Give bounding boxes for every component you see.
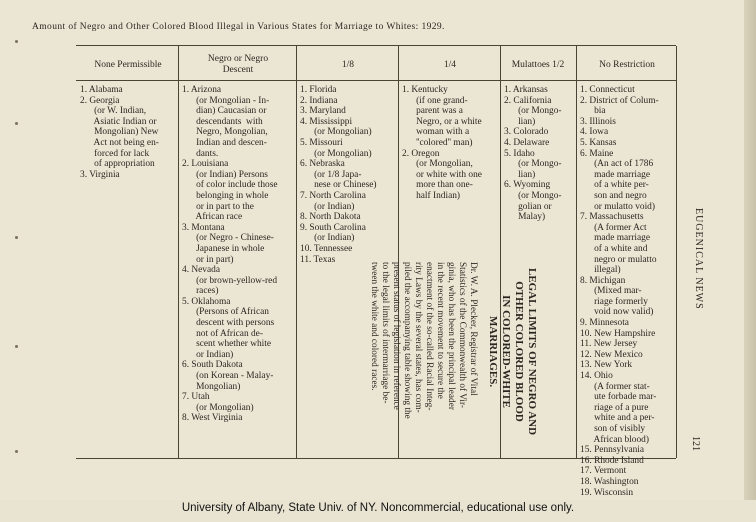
state-entry: riage formerly [580,296,648,307]
state-entry: Asiatic Indian or [80,116,157,127]
state-entry: 1. Connecticut [580,85,635,95]
state-entry: 5. Idaho [504,148,535,159]
state-entry: 7. Utah [182,392,210,403]
state-entry: Negro, Mongolian, [182,127,268,138]
column-divider [576,46,577,458]
state-entry: 3. Virginia [80,169,120,180]
state-entry: (or Mongolian) [300,148,372,159]
article-title-line: MARRIAGES. [487,315,499,388]
state-entry: Act not being en- [80,137,159,148]
column-list [402,85,482,202]
top-rule [76,45,676,46]
state-entry: descendants with [182,116,263,127]
state-entry: 8. West Virginia [182,413,243,424]
state-entry: (on Korean - Malay- [182,371,274,382]
column-divider [296,46,297,458]
article-body-line: piled the accompanying table showing the [402,262,412,419]
state-entry: (A former stat- [580,381,650,392]
article-body-block [332,262,514,419]
state-entry: Negro, or a white [402,116,482,127]
article-body-line: to the legal limits of intermarriage be- [380,262,390,404]
state-entry: not of African de- [182,328,263,339]
state-entry: 2. Oregon [402,148,440,159]
state-entry: 9. South Carolina [300,222,366,233]
state-entry: (or brown-yellow-red [182,275,278,286]
state-entry: made marriage [580,169,651,180]
page-number: 121 [690,436,701,451]
state-entry: dants. [182,148,219,159]
state-entry: 2. District of Colum- [580,95,659,106]
state-entry: 5. Kansas [580,137,617,148]
state-entry: more than one- [402,180,473,191]
state-entry: 10. New Hampshire [580,328,656,339]
header-rule [76,80,676,81]
state-entry: 2. California [504,95,552,106]
state-entry: lian) [504,116,536,127]
journal-name: EUGENICAL NEWS [693,208,704,310]
state-entry: (Mixed mar- [580,286,642,297]
state-entry: negro or mulatto [580,254,657,265]
article-body [368,262,478,419]
article-body-line: present status of legislation in reference [391,262,401,410]
state-entry: belonging in whole [182,190,269,201]
state-entry: (or Indian) Persons [182,169,268,180]
column-divider [178,46,179,458]
state-entry: (or Indian) [300,201,355,212]
article-body-line: rity Laws by the several states, has com- [413,262,423,413]
column-header: Mulattoes 1/2 [511,60,565,70]
column-header: No Restriction [599,60,655,70]
state-entry: (A former Act [580,222,647,233]
column-header: 1/4 [443,60,457,70]
article-body-line: Statistics of the Commonwealth of Vir- [457,262,467,409]
column-list [580,85,659,498]
state-entry: 6. Wyoming [504,180,551,191]
state-entry: 14. Ohio [580,371,613,382]
state-entry: (An act of 1786 [580,159,654,170]
state-entry: or in part to the [182,201,254,212]
state-entry: (or Mongolian) [300,127,372,138]
state-entry: 7. Massachusetts [580,212,644,223]
state-entry: 19. Wisconsin [580,487,634,498]
state-entry: or Indian) [182,349,234,360]
state-entry: (or 1/8 Japa- [300,169,362,180]
state-entry: Japanese in whole [182,243,265,254]
state-entry: (or Mongolian, [402,159,473,170]
state-entry: 5. Missouri [300,137,343,148]
article-title-line: OTHER COLORED BLOOD [513,281,525,422]
column-list [300,85,377,265]
state-entry: of color include those [182,180,278,191]
state-entry: or in part) [182,254,234,265]
state-entry: or white with one [402,169,482,180]
state-entry: (or Negro - Chinese- [182,233,274,244]
state-entry: (or Mongolian) [182,402,254,413]
state-entry: descent with persons [182,318,275,329]
state-entry: 6. South Dakota [182,360,243,371]
column-header: Negro or Negro Descent [207,54,269,75]
state-entry: of a white and [580,243,648,254]
state-entry: made marriage [580,233,651,244]
state-entry: 16. Rhode Island [580,455,644,466]
state-entry: woman with a [402,127,470,138]
state-entry: African blood) [580,434,649,445]
article-body-line: ginia, who has been the principal leader [446,262,456,410]
state-entry: 1. Kentucky [402,85,448,95]
article-title-line: IN COLORED-WHITE [500,295,512,408]
column-header: 1/8 [341,60,355,70]
state-entry: illegal) [580,265,621,276]
state-entry: (Persons of African [182,307,269,318]
state-entry: 1. Alabama [80,85,123,95]
state-entry: 2. Indiana [300,95,338,106]
state-entry: (or Mongo- [504,106,562,117]
copyright-footer: University of Albany, State Univ. of NY. Noncommercial, educational use only. [181,502,575,514]
state-entry: 12. New Mexico [580,349,643,360]
state-entry: 6. Nebraska [300,159,345,170]
column-list [504,85,562,223]
state-entry: 2. Louisiana [182,159,229,170]
state-entry: 18. Washington [580,476,639,487]
article-body-line: Dr. W. A. Plecker, Registrar of Vital [468,262,478,396]
state-entry: 8. North Dakota [300,212,361,223]
page-edge [744,0,756,500]
state-entry: of appropriation [80,159,155,170]
state-entry: 6. Maine [580,148,614,159]
state-entry: 11. New Jersey [580,339,638,350]
state-entry: 1. Arkansas [504,85,548,95]
state-entry: lian) [504,169,536,180]
state-entry: ute forbade mar- [580,392,657,403]
state-entry: 3. Colorado [504,127,549,138]
state-entry: scent whether white [182,339,272,350]
state-entry: 10. Tennessee [300,243,353,254]
state-entry: 5. Oklahoma [182,296,231,307]
state-entry: Mongolian) New [80,127,159,138]
state-entry: 1. Florida [300,85,337,95]
state-entry: races) [182,286,219,297]
state-entry: white and a per- [580,413,655,424]
state-entry: (if one grand- [402,95,468,106]
state-entry: son and negro [580,190,647,201]
column-header: None Permissible [94,60,162,70]
state-entry: 3. Montana [182,222,225,233]
state-entry: 2. Georgia [80,95,120,106]
state-entry: bia [580,106,606,117]
state-entry: 4. Iowa [580,127,609,138]
state-entry: nese or Chinese) [300,180,377,191]
state-entry: Indian and descen- [182,137,267,148]
state-entry: 15. Pennsylvania [580,445,645,456]
state-entry: 3. Illinois [580,116,616,127]
state-entry: (or Mongo- [504,190,562,201]
state-entry: forced for lack [80,148,150,159]
state-entry: 9. Minnesota [580,318,629,329]
state-entry: 4. Mississippi [300,116,353,127]
article-body-line: enactment of the so-called Racial Integ- [424,262,434,411]
state-entry: (or Mongolian - In- [182,95,270,106]
state-entry: 3. Maryland [300,106,346,117]
article-body-line: tween the white and colored races. [369,262,379,391]
state-entry: 7. North Carolina [300,190,366,201]
state-entry: parent was a [402,106,463,117]
state-entry: 8. Michigan [580,275,626,286]
table-title: Amount of Negro and Other Colored Blood Illegal in Various States for Marriage to Whites: 1929. [32,22,445,32]
state-entry: 11. Texas [300,254,336,265]
state-entry: son of visibly [580,424,646,434]
column-list [80,85,159,180]
state-entry: 17. Vermont [580,466,627,477]
state-entry: African race [182,212,243,223]
state-entry: (or W. Indian, [80,106,147,117]
state-entry: Mongolian) [182,381,241,392]
state-entry: ''colored'' man) [402,137,473,148]
state-entry: half Indian) [402,190,461,201]
state-entry: riage of a pure [580,402,649,413]
state-entry: (or Indian) [300,233,355,244]
column-list [182,85,278,424]
state-entry: 1. Arizona [182,85,222,95]
state-entry: Malay) [504,212,546,223]
state-entry: or mulatto void) [580,201,655,212]
state-entry: golian or [504,201,552,212]
column-divider [676,46,677,458]
state-entry: dian) Caucasian or [182,106,267,117]
state-entry: (or Mongo- [504,159,562,170]
article-body-line: in the recent movement to secure the [435,262,445,399]
article-title-line: LEGAL LIMITS OF NEGRO AND [526,268,538,436]
state-entry: 13. New York [580,360,633,371]
state-entry: void now valid) [580,307,654,318]
state-entry: 4. Delaware [504,137,550,148]
state-entry: of a white per- [580,180,649,191]
state-entry: 4. Nevada [182,265,221,276]
